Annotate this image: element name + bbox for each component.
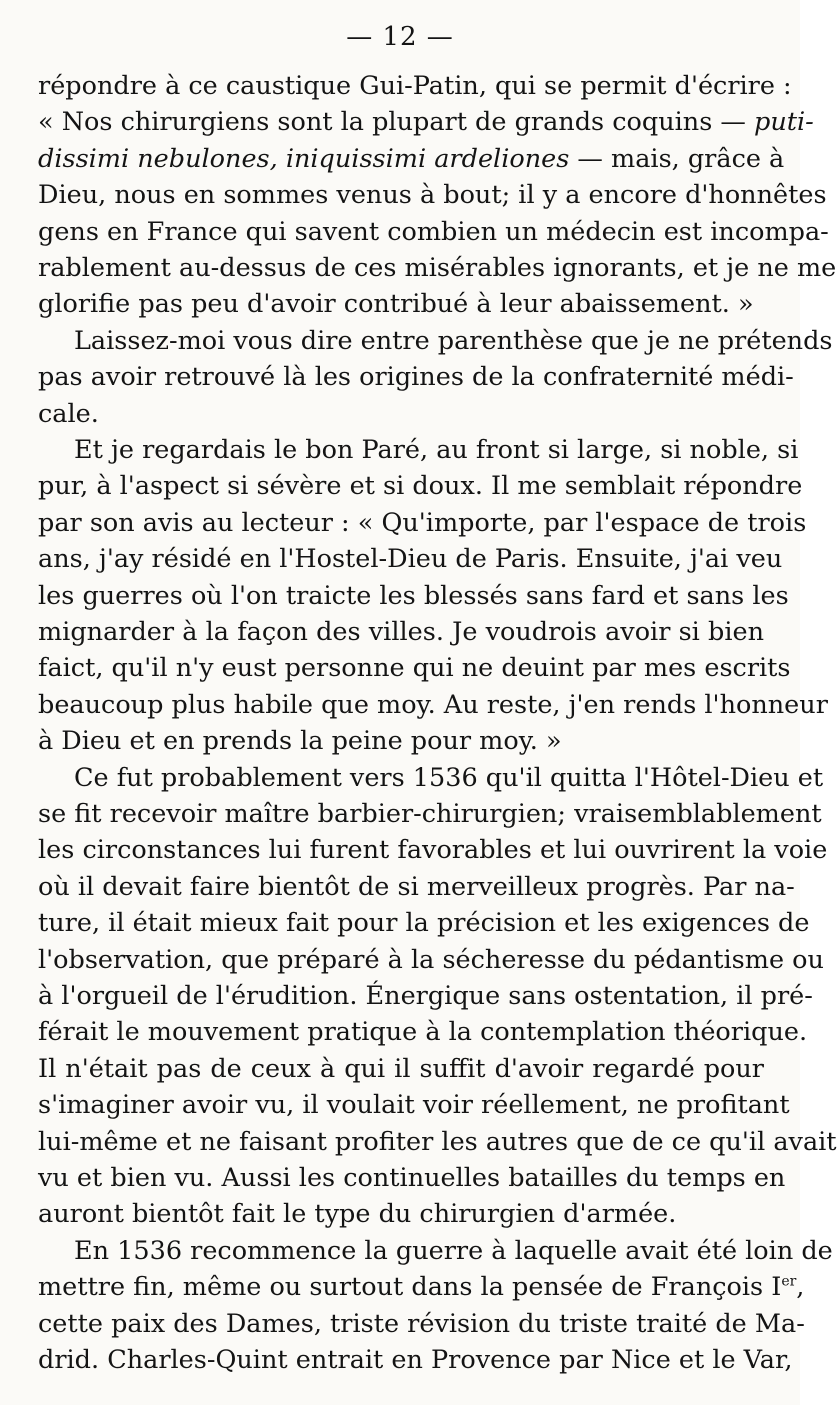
text-line xyxy=(38,396,764,432)
text-line xyxy=(38,1014,808,1050)
text-line xyxy=(38,614,764,650)
line-text: Laissez-moi vous dire entre parenthèse que je ne prétends xyxy=(74,325,833,356)
text-line xyxy=(38,1306,805,1342)
line-text: faict, qu'il n'y eust personne qui ne deuint par mes escrits xyxy=(38,653,791,684)
text-line xyxy=(38,541,783,577)
text-line xyxy=(38,869,795,905)
text-line xyxy=(38,141,785,177)
text-line xyxy=(38,978,813,1014)
italic-text: dissimi nebulones, iniquissimi ardeliones xyxy=(38,143,570,174)
line-text: les guerres où l'on traicte les blessés sans fard et sans les xyxy=(38,580,789,611)
text-line xyxy=(38,214,829,250)
line-text: s'imaginer avoir vu, il voulait voir réellement, ne profitant xyxy=(38,1090,790,1121)
line-text: gens en France qui savent combien un médecin est incompa- xyxy=(38,216,829,247)
text-line xyxy=(38,1196,764,1232)
line-text: drid. Charles-Quint entrait en Provence par Nice et le Var, xyxy=(38,1345,793,1375)
line-text: ans, j'ay résidé en l'Hostel-Dieu de Paris. Ensuite, j'ai veu xyxy=(38,544,783,575)
line-text: répondre à ce caustique Gui-Patin, qui se permit d'écrire : xyxy=(38,71,792,101)
text-line xyxy=(74,323,833,359)
text-line xyxy=(38,578,789,614)
line-text: pas avoir retrouvé là les origines de la confraternité médi- xyxy=(38,362,794,393)
text-line xyxy=(38,1160,786,1196)
line-text: auront bientôt fait le type du chirurgien d'armée. xyxy=(38,1199,677,1230)
text-line xyxy=(38,796,822,832)
text-line xyxy=(74,432,799,468)
line-text: — mais, grâce à xyxy=(569,143,785,174)
line-text: lui-même et ne faisant profiter les autres que de ce qu'il avait xyxy=(38,1126,837,1157)
line-text: cette paix des Dames, triste révision du triste traité de Ma- xyxy=(38,1308,805,1339)
line-text: , xyxy=(796,1272,805,1303)
text-line xyxy=(38,104,814,140)
line-text: Dieu, nous en sommes venus à bout; il y a encore d'honnêtes xyxy=(38,180,827,211)
line-text: l'observation, que préparé à la sécheresse du pédantisme ou xyxy=(38,944,824,975)
line-text: cale. xyxy=(38,398,99,429)
page-number: — 12 — xyxy=(346,22,454,52)
line-text: se fit recevoir maître barbier-chirurgien; vraisemblablement xyxy=(38,799,822,829)
text-line xyxy=(38,250,837,286)
text-line xyxy=(38,687,828,723)
text-line xyxy=(38,1342,793,1378)
text-line xyxy=(38,942,824,978)
line-text: rablement au-dessus de ces misérables ignorants, et je ne me xyxy=(38,253,837,283)
text-line xyxy=(74,760,824,796)
text-line xyxy=(38,359,794,395)
line-text: les circonstances lui furent favorables et lui ouvrirent la voie xyxy=(38,835,828,866)
line-text: à l'orgueil de l'érudition. Énergique sans ostentation, il pré- xyxy=(38,981,813,1011)
text-line xyxy=(38,1269,805,1305)
text-line xyxy=(74,1233,833,1269)
text-line xyxy=(38,68,792,104)
line-text: mettre fin, même ou surtout dans la pensée de François I xyxy=(38,1272,782,1303)
line-text: vu et bien vu. Aussi les continuelles batailles du temps en xyxy=(38,1163,786,1193)
line-text: par son avis au lecteur : « Qu'importe, par l'espace de trois xyxy=(38,507,807,538)
text-line xyxy=(38,286,764,322)
text-line xyxy=(38,650,791,686)
line-text: glorifie pas peu d'avoir contribué à leur abaissement. » xyxy=(38,289,754,320)
line-text: où il devait faire bientôt de si merveilleux progrès. Par na- xyxy=(38,871,795,902)
superscript-text: er xyxy=(781,1273,797,1290)
line-text: En 1536 recommence la guerre à laquelle avait été loin de xyxy=(74,1235,833,1266)
line-text: Ce fut probablement vers 1536 qu'il quitta l'Hôtel-Dieu et xyxy=(74,762,824,793)
line-text: à Dieu et en prends la peine pour moy. » xyxy=(38,726,562,757)
text-line xyxy=(38,1051,764,1087)
line-text: férait le mouvement pratique à la contemplation théorique. xyxy=(38,1017,808,1048)
line-text: pur, à l'aspect si sévère et si doux. Il me semblait répondre xyxy=(38,471,803,502)
line-text: ture, il était mieux fait pour la précision et les exigences de xyxy=(38,908,810,939)
text-line xyxy=(38,177,827,213)
text-line xyxy=(38,723,764,759)
text-line xyxy=(38,905,810,941)
line-text: Il n'était pas de ceux à qui il suffit d'avoir regardé pour xyxy=(38,1053,764,1084)
text-line xyxy=(38,1087,790,1123)
italic-text: puti- xyxy=(754,107,814,138)
text-line xyxy=(38,505,807,541)
line-text: beaucoup plus habile que moy. Au reste, j'en rends l'honneur xyxy=(38,689,828,720)
text-line xyxy=(38,1124,837,1160)
line-text: mignarder à la façon des villes. Je voudrois avoir si bien xyxy=(38,617,764,647)
line-text: « Nos chirurgiens sont la plupart de grands coquins — xyxy=(38,107,754,138)
text-line xyxy=(38,468,803,504)
text-line xyxy=(38,832,828,868)
line-text: Et je regardais le bon Paré, au front si large, si noble, si xyxy=(74,435,799,465)
